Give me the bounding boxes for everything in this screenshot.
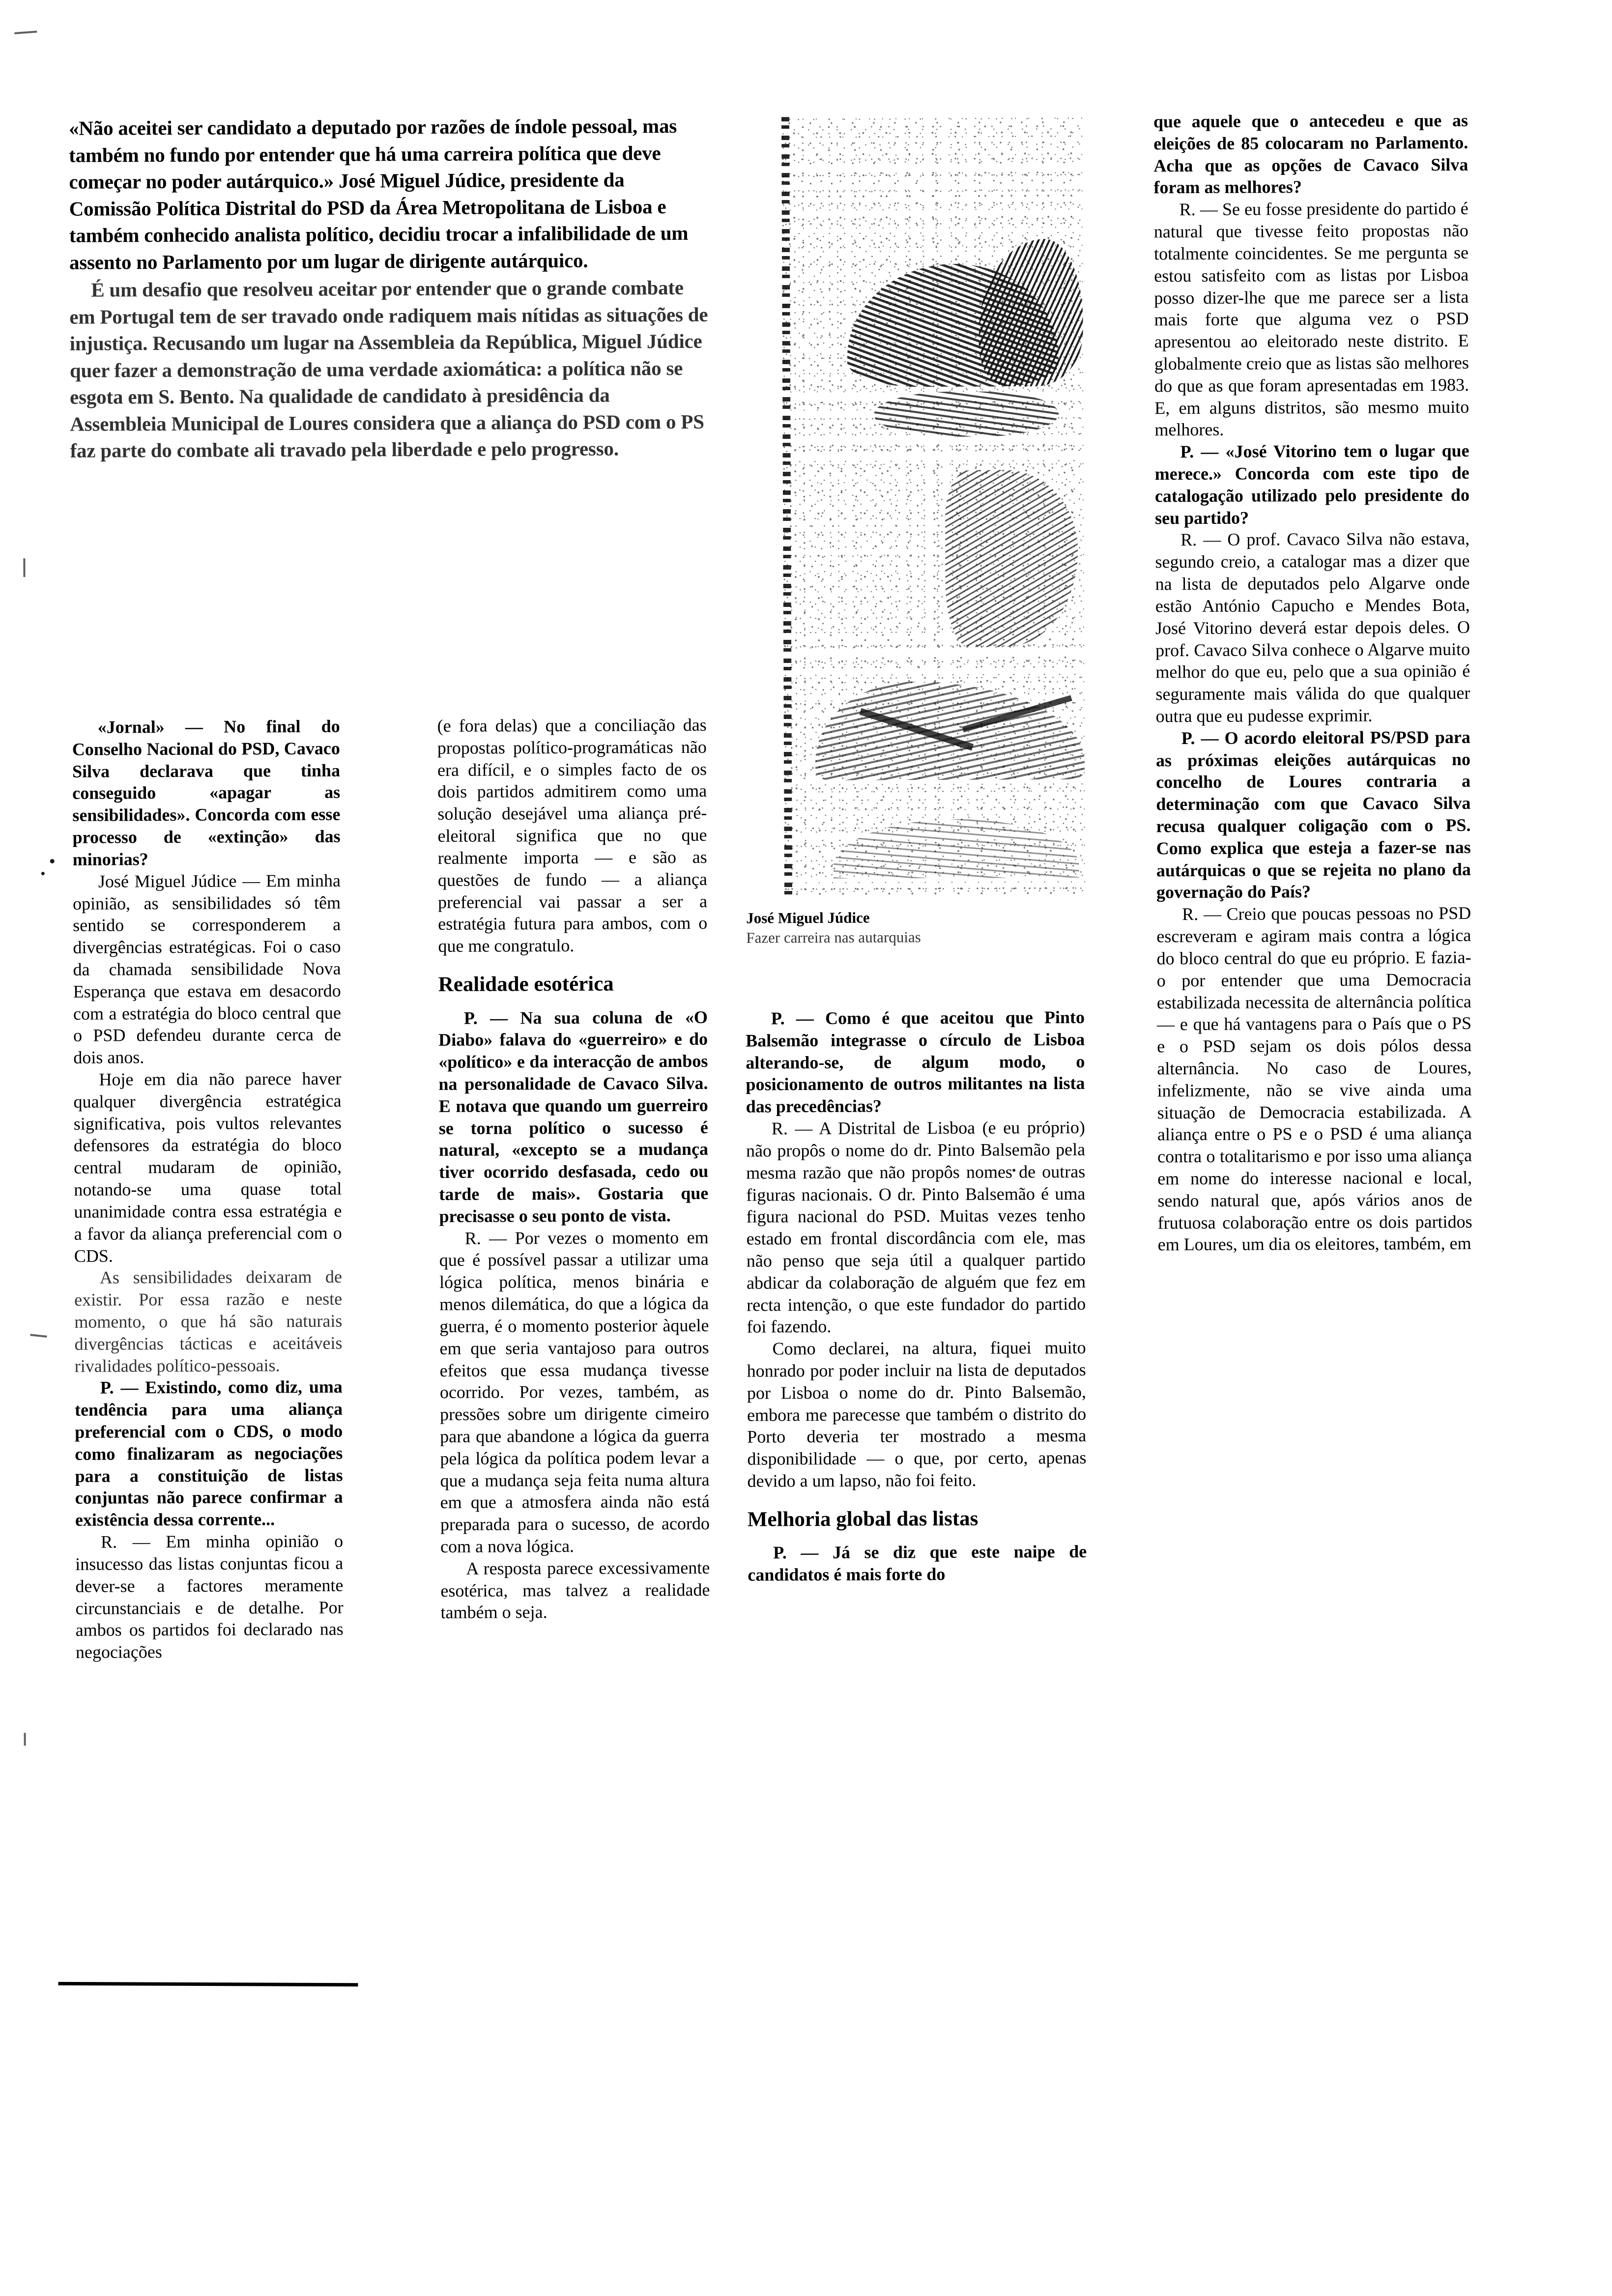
col3-question-1: que aquele que o antecedeu e que as eleições de 85 colocaram no Parlamento. Acha que as opções de Cavaco Silva foram as melhores? [1153, 110, 1468, 198]
photo-caption [746, 907, 1090, 947]
col3-answer-3: R. — Creio que poucas pessoas no PSD escreveram e agiram mais contra a lógica do bloco central do que eu próprio. E fazia-o por entender que uma Democracia estabilizada necessita de alternância política — e que há vantagens para o País que o PS e o PSD sejam os dois pólos dessa alternância. No caso de Loures, infelizmente, não se vive ainda uma situação de Democracia estabilizada. A aliança entre o PS e o PSD é uma aliança contra o totalitarismo e por isso uma aliança em nome do interesse nacional e local, sendo natural que, após vários anos de frutuosa colaboração entre os dois partidos em Loures, um dia os eleitores, também, em [1156, 903, 1472, 1255]
col2-question-1: P. — Na sua coluna de «O Diabo» falava do «guerreiro» e do «político» e da interacção de ambos na personalidade de Cavaco Silva. E notava que quando um guerreiro se torna político o sucesso é natural, «excepto se a mudança tiver ocorrido desfasada, cedo ou tarde de mais». Gostaria que precisasse o seu ponto de vista. [438, 1007, 709, 1226]
col3-question-2: P. — «José Vitorino tem o lugar que merece.» Concorda com este tipo de catalogação utilizado pelo presidente do seu partido? [1154, 440, 1469, 528]
col2b-question-1: P. — Como é que aceitou que Pinto Balsemão integrasse o círculo de Lisboa alterando-se, de algum modo, o posicionamento de outros militantes na lista das precedências? [746, 1007, 1085, 1117]
portrait-photo [781, 116, 1085, 898]
scan-speck [50, 859, 55, 863]
scan-artifact [14, 30, 37, 34]
caption-subtitle: Fazer carreira nas autarquias [746, 928, 921, 947]
column-rule [58, 1982, 358, 1986]
photo-halftone-grain [781, 116, 1085, 898]
caption-name: José Miguel Júdice [746, 909, 870, 927]
col2-subhead-realidade: Realidade esotérica [438, 972, 614, 996]
col2-answer-3: A resposta parece excessivamente esotérica, mas talvez a realidade também o seja. [440, 1557, 710, 1623]
col2-answer-1: (e fora delas) que a conciliação das propostas político-programáticas não era difícil, e o simples facto de os dois partidos admitirem como uma solução desejável uma aliança pré-eleitoral significa que no que realmente importa — e são as questões de fundo — a aliança preferencial vai passar a ser a estratégia futura para ambos, com o que me congratulo. [437, 715, 708, 956]
column-one [72, 716, 344, 1664]
col1-answer-2: Hoje em dia não parece haver qualquer divergência estratégica significativa, pois vultos relevantes defensores da estratégia do bloco central mudaram de opinião, notando-se uma quase total unanimidade contra essa estratégia e a favor da aliança preferencial com o CDS. [73, 1068, 342, 1266]
scan-artifact [24, 1733, 26, 1746]
lead-standfirst [69, 113, 709, 465]
lead-paragraph-2: É um desafio que resolveu aceitar por entender que o grande combate em Portugal tem de ser travado onde radiquem mais nítidas as situações de injustiça. Recusando um lugar na Assembleia da República, Miguel Júdice quer fazer a demonstração de uma verdade axiomática: a política não se esgota em S. Bento. Na qualidade de candidato à presidência da Assembleia Municipal de Loures considera que a aliança do PSD com o PS faz parte do combate ali travado pela liberdade e pelo progresso. [69, 276, 708, 462]
column-two-lower [746, 1006, 1087, 1586]
column-three [1153, 110, 1472, 1256]
scan-speck [41, 872, 45, 875]
lead-paragraph-1: «Não aceitei ser candidato a deputado por razões de índole pessoal, mas também no fundo por entender que há uma carreira política que deve começar no poder autárquico.» José Miguel Júdice, presidente da Comissão Política Distrital do PSD da Área Metropolitana de Lisboa e também conhecido analista político, decidiu trocar a infalibilidade de um assento no Parlamento por um lugar de dirigente autárquico. [68, 114, 689, 274]
col1-question-1: «Jornal» — No final do Conselho Nacional do PSD, Cavaco Silva declarava que tinha conseguido «apagar as sensibilidades». Concorda com esse processo de «extinção» das minorias? [72, 716, 341, 869]
col1-answer-4: R. — Em minha opinião o insucesso das listas conjuntas ficou a dever-se a factores meramente circunstanciais e de detalhe. Por ambos os partidos foi declarado nas negociações [75, 1531, 344, 1662]
column-two [437, 714, 710, 1624]
portrait-halftone [781, 116, 1085, 898]
scan-artifact [30, 1334, 47, 1337]
col2-answer-2: R. — Por vezes o momento em que é possível passar a utilizar uma lógica política, menos binária e menos dilemática, do que a lógica da guerra, é o momento posterior àquele em que seria vantajoso para outros efeitos que essa mudança tivesse ocorrido. Por vezes, também, as pressões sobre um dirigente cimeiro para que abandone a lógica da guerra pela lógica da política podem levar a que a mudança seja feita numa altura em que a atmosfera ainda não está preparada para o sucesso, de acordo com a nova lógica. [439, 1227, 710, 1556]
col2b-question-2: P. — Já se diz que este naipe de candidatos é mais forte do [748, 1542, 1087, 1585]
col2b-subhead-melhoria: Melhoria global das listas [747, 1507, 979, 1531]
col3-answer-2: R. — O prof. Cavaco Silva não estava, segundo creio, a catalogar mas a dizer que na lista de deputados pelo Algarve onde estão António Capucho e Mendes Bota, José Vitorino deverá estar depois deles. O prof. Cavaco Silva conhece o Algarve muito melhor do que eu, pelo que a sua opinião é seguramente mais válida do que qualquer outra que eu pudesse exprimir. [1155, 529, 1470, 726]
col3-question-3: P. — O acordo eleitoral PS/PSD para as próximas eleições autárquicas no concelho de Loures contraria a determinação com que Cavaco Silva recusa qualquer coligação com o PS. Como explica que esteja a fazer-se nas autárquicas o que se rejeita no plano da governação do País? [1155, 727, 1471, 902]
col1-question-2: P. — Existindo, como diz, uma tendência para uma aliança preferencial com o CDS, o modo como finalizaram as negociações para a constituição de listas conjuntas não parece confirmar a existência dessa corrente... [74, 1377, 343, 1530]
col3-answer-1: R. — Se eu fosse presidente do partido é natural que tivesse feito propostas não totalmente coincidentes. Se me pergunta se estou satisfeito com as listas por Lisboa posso dizer-lhe que me parece ser a lista mais forte que alguma vez o PSD apresentou ao eleitorado neste distrito. E globalmente creio que as listas são melhores do que as que foram apresentadas em 1983. E, em alguns distritos, são mesmo muito melhores. [1153, 199, 1469, 440]
col2b-answer-2: Como declarei, na altura, fiquei muito honrado por poder incluir na lista de deputados por Lisboa o nome do dr. Pinto Balsemão, embora me parecesse que também o distrito do Porto deveria ter mostrado a mesma disponibilidade — o que, por certo, apenas devido a um lapso, não foi feito. [747, 1338, 1087, 1491]
scan-artifact [23, 558, 25, 577]
col2b-answer-1: R. — A Distrital de Lisboa (e eu próprio) não propôs o nome do dr. Pinto Balsemão pela mesma razão que não propôs nomes de outras figuras nacionais. O dr. Pinto Balsemão é uma figura nacional do PSD. Muitas vezes tenho estado em frontal discordância com ele, mas não penso que seja útil a qualquer partido abdicar da colaboração de alguém que fez em recta intenção, o que este fundador do partido foi fazendo. [746, 1117, 1086, 1337]
col1-answer-3: As sensibilidades deixaram de existir. Por essa razão e neste momento, o que há são naturais divergências tácticas e aceitáveis rivalidades político-pessoais. [74, 1266, 343, 1376]
col1-answer-1: José Miguel Júdice — Em minha opinião, as sensibilidades só têm sentido se corresponderem a divergências estratégicas. Foi o caso da chamada sensibilidade Nova Esperança que estava em desacordo com a estratégia do bloco central que o PSD defendeu durante cerca de dois anos. [73, 870, 342, 1067]
